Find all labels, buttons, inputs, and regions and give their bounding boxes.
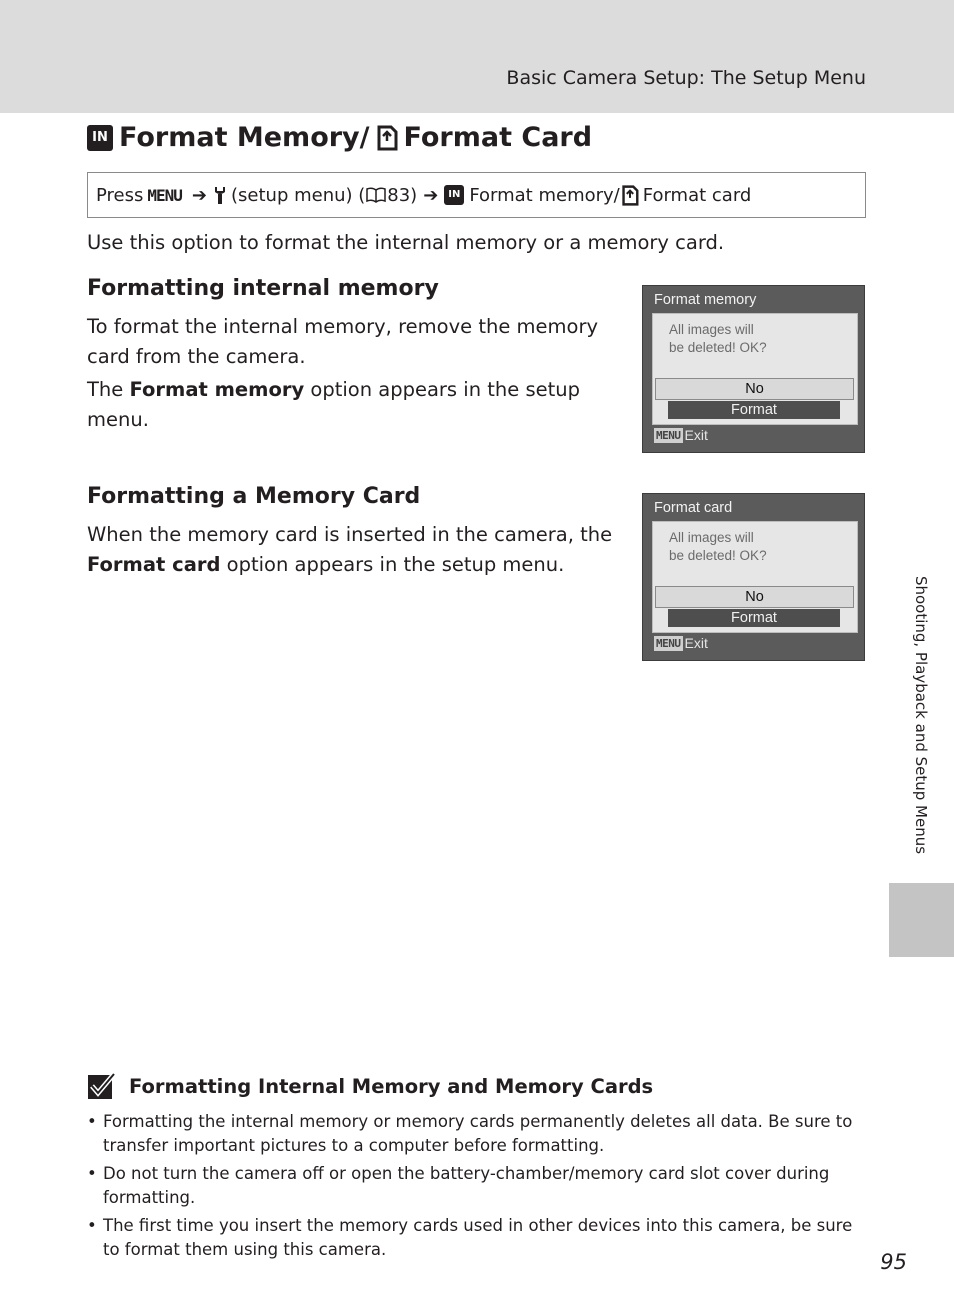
- format-card-label: Format card: [642, 184, 752, 206]
- memory-card-body: [87, 520, 617, 583]
- internal-memory-body: [87, 312, 607, 438]
- section-header: Basic Camera Setup: The Setup Menu: [506, 67, 866, 89]
- note-heading: [87, 1072, 653, 1100]
- camera-screen-format-memory: [642, 285, 865, 453]
- header-band: [0, 0, 954, 113]
- heading-internal-memory: Formatting internal memory: [87, 276, 439, 301]
- intro-text: Use this option to format the internal memory or a memory card.: [87, 231, 725, 254]
- exit-label: Exit: [684, 427, 708, 443]
- option-format: Format: [668, 609, 840, 627]
- checkmark-note-icon: [87, 1072, 117, 1100]
- title-part-2: Format Card: [403, 122, 593, 153]
- internal-memory-para-2: [87, 375, 607, 435]
- page-title: [87, 122, 592, 153]
- heading-memory-card: Formatting a Memory Card: [87, 484, 421, 509]
- dialog-line-2: be deleted! OK?: [669, 340, 767, 355]
- para-2-pre: The: [87, 378, 130, 401]
- arrow-icon: ➔: [191, 184, 207, 206]
- camera-screen-format-card: [642, 493, 865, 661]
- title-part-1: Format Memory/: [119, 122, 370, 153]
- dialog-message: [669, 321, 767, 357]
- note-list: [87, 1110, 867, 1266]
- screen-title: Format memory: [654, 292, 757, 308]
- navigation-path-box: [87, 172, 866, 218]
- memory-card-icon: [376, 125, 398, 151]
- setup-wrench-icon: [213, 185, 227, 205]
- option-no: No: [655, 378, 854, 400]
- list-item: • Do not turn the camera off or open the battery-chamber/memory card slot cover during formatting.: [87, 1162, 867, 1210]
- screen-title: Format card: [654, 500, 733, 516]
- screen-footer: [654, 427, 708, 443]
- menu-button-icon: MENU: [656, 636, 681, 650]
- book-reference-icon: [366, 187, 386, 203]
- confirm-dialog: [652, 521, 858, 633]
- menu-button-icon: MENU: [656, 428, 681, 442]
- menu-button-icon: MENU: [147, 185, 182, 205]
- page-number: 95: [880, 1250, 907, 1274]
- dialog-line-1: All images will: [669, 530, 754, 545]
- screen-footer: [654, 635, 708, 651]
- side-chapter-label: Shooting, Playback and Setup Menus: [912, 575, 930, 855]
- note-title: Formatting Internal Memory and Memory Cards: [129, 1074, 654, 1098]
- setup-text: (setup menu) (: [231, 184, 366, 206]
- memory-card-para-1: [87, 520, 617, 580]
- option-format: Format: [668, 401, 840, 419]
- dialog-message: [669, 529, 767, 565]
- confirm-dialog: [652, 313, 858, 425]
- card-para-post: option appears in the setup menu.: [220, 553, 565, 576]
- list-item: • Formatting the internal memory or memory cards permanently deletes all data. Be sure to transfer important pictures to a computer before formatting.: [87, 1110, 867, 1158]
- card-para-bold: Format card: [87, 553, 221, 576]
- option-no: No: [655, 586, 854, 608]
- arrow-icon-2: ➔: [423, 184, 439, 206]
- list-item: • The first time you insert the memory cards used in other devices into this camera, be sure to format them using this camera.: [87, 1214, 867, 1262]
- memory-card-icon-small: [621, 185, 639, 206]
- chapter-tab: [889, 883, 954, 957]
- exit-label: Exit: [684, 635, 708, 651]
- dialog-line-2: be deleted! OK?: [669, 548, 767, 563]
- card-para-pre: When the memory card is inserted in the camera, the: [87, 523, 613, 546]
- dialog-line-1: All images will: [669, 322, 754, 337]
- page-reference: 83): [387, 184, 418, 206]
- format-memory-label: Format memory/: [469, 184, 620, 206]
- internal-memory-icon-small: IN: [444, 185, 464, 205]
- press-prefix: Press: [96, 184, 144, 206]
- para-2-post: option appears in the setup menu.: [87, 378, 581, 431]
- internal-memory-icon: IN: [87, 125, 113, 151]
- para-2-bold: Format memory: [129, 378, 305, 401]
- internal-memory-para-1: To format the internal memory, remove the memory card from the camera.: [87, 315, 598, 368]
